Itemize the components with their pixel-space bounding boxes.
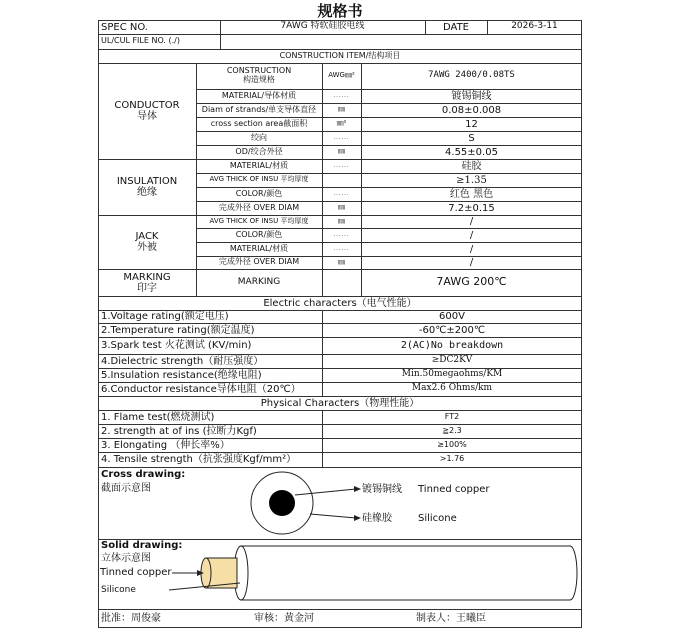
cross-label-copper-zh: 镀锡铜线 <box>362 483 402 495</box>
value-cell: 4.55±0.05 <box>445 146 498 158</box>
item-cell: MATERIAL/材质 <box>229 160 289 170</box>
value-cell: / <box>469 229 474 241</box>
copper-arrow-head <box>354 486 361 492</box>
value-cell: 硅胶 <box>461 160 482 172</box>
footer-approve: 批准：周俊豪 <box>101 613 161 624</box>
value-cell: 镀锡铜线 <box>451 90 492 102</box>
grid-line <box>98 215 582 216</box>
grid-line <box>98 382 582 383</box>
insulation-label-zh: 绝缘 <box>137 187 157 198</box>
grid-line <box>487 20 488 34</box>
grid-line <box>322 63 323 296</box>
grid-line <box>196 117 582 118</box>
solid-drawing-title: Solid drawing: <box>101 540 183 551</box>
conductor-core-circle <box>269 490 295 516</box>
item-cell: 完成外径 OVER DIAM <box>218 257 300 267</box>
grid-line <box>196 131 582 132</box>
unit-cell: …… <box>333 230 350 239</box>
item-cell: AVG THICK OF INSU 平均厚度 <box>209 216 309 225</box>
silicone-arrow-head <box>354 515 361 521</box>
physical-value: >1.76 <box>439 454 465 464</box>
value-cell: 0.08±0.008 <box>441 104 502 116</box>
unit-cell: ㎜ <box>338 216 345 225</box>
page-title: 规格书 <box>317 2 363 20</box>
solid-drawing-subtitle: 立体示意图 <box>101 553 151 564</box>
grid-line <box>98 396 582 397</box>
grid-line <box>98 49 582 50</box>
cross-label-silicone-zh: 硅橡胶 <box>362 512 392 524</box>
insulation-label-en: INSULATION <box>116 176 178 187</box>
insulation-group-label <box>98 159 196 215</box>
electric-label: 6.Conductor resistance导体电阻（20℃） <box>101 383 301 395</box>
grid-line <box>196 63 197 296</box>
electric-value: Min.50megaohms/KM <box>401 369 503 380</box>
value-cell: / <box>469 257 474 268</box>
unit-cell: AWG㎜² <box>328 71 355 80</box>
grid-line <box>98 269 582 270</box>
physical-value: ≧2.3 <box>442 425 462 435</box>
grid-line <box>98 63 582 64</box>
physical-label: 1. Flame test(燃烧测试) <box>101 411 215 423</box>
cross-section-drawing <box>98 467 582 539</box>
grid-line <box>196 201 582 202</box>
cross-drawing-title: Cross drawing: <box>101 468 186 480</box>
unit-cell: …… <box>333 244 350 253</box>
grid-line <box>581 20 582 628</box>
cross-drawing-subtitle: 截面示意图 <box>101 482 151 494</box>
grid-line <box>98 20 582 21</box>
electric-label: 1.Voltage rating(额定电压) <box>101 311 229 322</box>
footer-review: 审核：黄金河 <box>254 613 314 624</box>
cross-label-copper-en: Tinned copper <box>418 483 490 495</box>
electric-label: 5.Insulation resistance(绝缘电阻) <box>101 369 262 381</box>
value-cell: 红色 黑色 <box>449 188 494 200</box>
electric-value: Max2.6 Ohms/km <box>411 383 493 394</box>
item-cell: 绞向 <box>251 132 267 142</box>
grid-line <box>98 354 582 355</box>
conductor-construction-item <box>196 63 322 89</box>
grid-line <box>98 323 582 324</box>
grid-line <box>98 159 582 160</box>
item-cell: Diam of strands/单支导体直径 <box>201 104 317 114</box>
value-cell: 7AWG 2400/0.08TS <box>428 70 515 81</box>
grid-line <box>425 20 426 34</box>
grid-line <box>98 337 582 338</box>
grid-line <box>98 539 582 540</box>
grid-line <box>361 63 362 296</box>
grid-line <box>98 296 582 297</box>
construction-item-header: CONSTRUCTION ITEM/结构项目 <box>279 50 401 60</box>
unit-cell: …… <box>333 91 350 100</box>
value-cell: ≥1.35 <box>456 174 487 186</box>
marking-value: 7AWG 200℃ <box>436 275 507 289</box>
solid-label-copper: Tinned copper <box>100 567 172 578</box>
spec-sheet <box>98 2 582 628</box>
electric-label: 2.Temperature rating(额定温度) <box>101 324 255 336</box>
silicone-leader-line <box>310 514 356 518</box>
grid-line <box>98 438 582 439</box>
grid-line <box>98 310 582 311</box>
footer-prepare: 制表人：王曦臣 <box>416 613 486 624</box>
grid-line <box>196 145 582 146</box>
electric-label: 3.Spark test 火花测试 (KV/min) <box>101 340 252 351</box>
grid-line <box>98 627 582 628</box>
item-cell: COLOR/颜色 <box>235 229 283 239</box>
grid-line <box>322 410 323 467</box>
cable-jacket-body <box>241 546 577 600</box>
unit-cell: …… <box>333 133 350 142</box>
jack-group-label <box>98 215 196 269</box>
grid-line <box>196 228 582 229</box>
grid-line <box>220 20 221 49</box>
unit-cell <box>322 173 361 187</box>
unit-cell: …… <box>333 161 350 170</box>
spec-no-value: 7AWG 特软硅胶电线 <box>280 21 365 32</box>
unit-cell: ㎜ <box>338 203 345 212</box>
physical-value: ≥100% <box>437 439 467 449</box>
value-cell: 12 <box>465 118 478 130</box>
grid-line <box>196 103 582 104</box>
unit-cell: ㎜ <box>338 105 345 114</box>
item-cell: AVG THICK OF INSU 平均厚度 <box>209 175 309 184</box>
physical-label: 2. strength at of ins (拉断力Kgf) <box>101 425 257 437</box>
electric-value: -60℃±200℃ <box>418 324 486 336</box>
grid-line <box>196 256 582 257</box>
ul-file-no: UL/CUL FILE NO. (./) <box>101 36 180 46</box>
marking-group-label <box>98 269 196 296</box>
date-value: 2026-3-11 <box>511 21 558 32</box>
unit-cell: ㎜ <box>338 147 345 156</box>
grid-line <box>322 310 323 396</box>
electric-value: ≥DC2KV <box>431 355 473 366</box>
conductor-label-zh: 导体 <box>137 111 157 122</box>
conductor-label-en: CONDUCTOR <box>114 100 180 111</box>
electric-header: Electric characters（电气性能） <box>263 297 417 309</box>
marking-label-zh: 印字 <box>137 282 157 294</box>
item-cell: OD/绞合外径 <box>235 146 283 156</box>
electric-label: 4.Dielectric strength（耐压强度） <box>101 355 264 367</box>
value-cell: / <box>469 243 474 255</box>
value-cell: S <box>468 132 475 144</box>
construction-item-zh: 构造规格 <box>243 75 275 84</box>
cross-label-silicone-en: Silicone <box>418 512 457 524</box>
grid-line <box>98 20 99 628</box>
unit-cell: ㎜² <box>336 119 347 128</box>
grid-line <box>98 467 582 468</box>
grid-line <box>98 34 582 35</box>
grid-line <box>196 242 582 243</box>
grid-line <box>196 89 582 90</box>
physical-label: 4. Tensile strength（抗张强度Kgf/mm²） <box>101 454 297 465</box>
grid-line <box>98 368 582 369</box>
spec-no-label: SPEC NO. <box>101 21 148 33</box>
jack-label-zh: 外被 <box>137 242 157 253</box>
unit-cell: …… <box>333 189 350 198</box>
grid-line <box>196 173 582 174</box>
item-cell: cross section area截面积 <box>210 118 308 128</box>
grid-line <box>98 424 582 425</box>
item-cell: 完成外径 OVER DIAM <box>218 202 300 212</box>
value-cell: / <box>469 216 474 227</box>
grid-line <box>98 609 582 610</box>
conductor-group-label <box>98 63 196 159</box>
grid-line <box>98 452 582 453</box>
date-label: DATE <box>442 21 469 33</box>
physical-header: Physical Characters（物理性能） <box>260 397 420 409</box>
electric-value: 600V <box>439 311 465 322</box>
grid-line <box>196 187 582 188</box>
electric-value: 2(AC)No breakdown <box>400 340 504 351</box>
marking-label-en: MARKING <box>123 271 171 283</box>
solid-label-silicone: Silicone <box>101 584 136 595</box>
item-cell: MATERIAL/导体材质 <box>221 90 297 100</box>
item-cell: MATERIAL/材质 <box>229 243 289 253</box>
construction-item-en: CONSTRUCTION <box>226 66 292 76</box>
physical-label: 3. Elongating （伸长率%） <box>101 439 230 451</box>
unit-cell: ㎜ <box>338 257 345 266</box>
grid-line <box>98 410 582 411</box>
value-cell: 7.2±0.15 <box>448 202 495 214</box>
item-cell: COLOR/颜色 <box>235 188 283 198</box>
marking-item: MARKING <box>237 276 281 287</box>
physical-value: FT2 <box>444 411 460 421</box>
jack-label-en: JACK <box>135 231 159 242</box>
